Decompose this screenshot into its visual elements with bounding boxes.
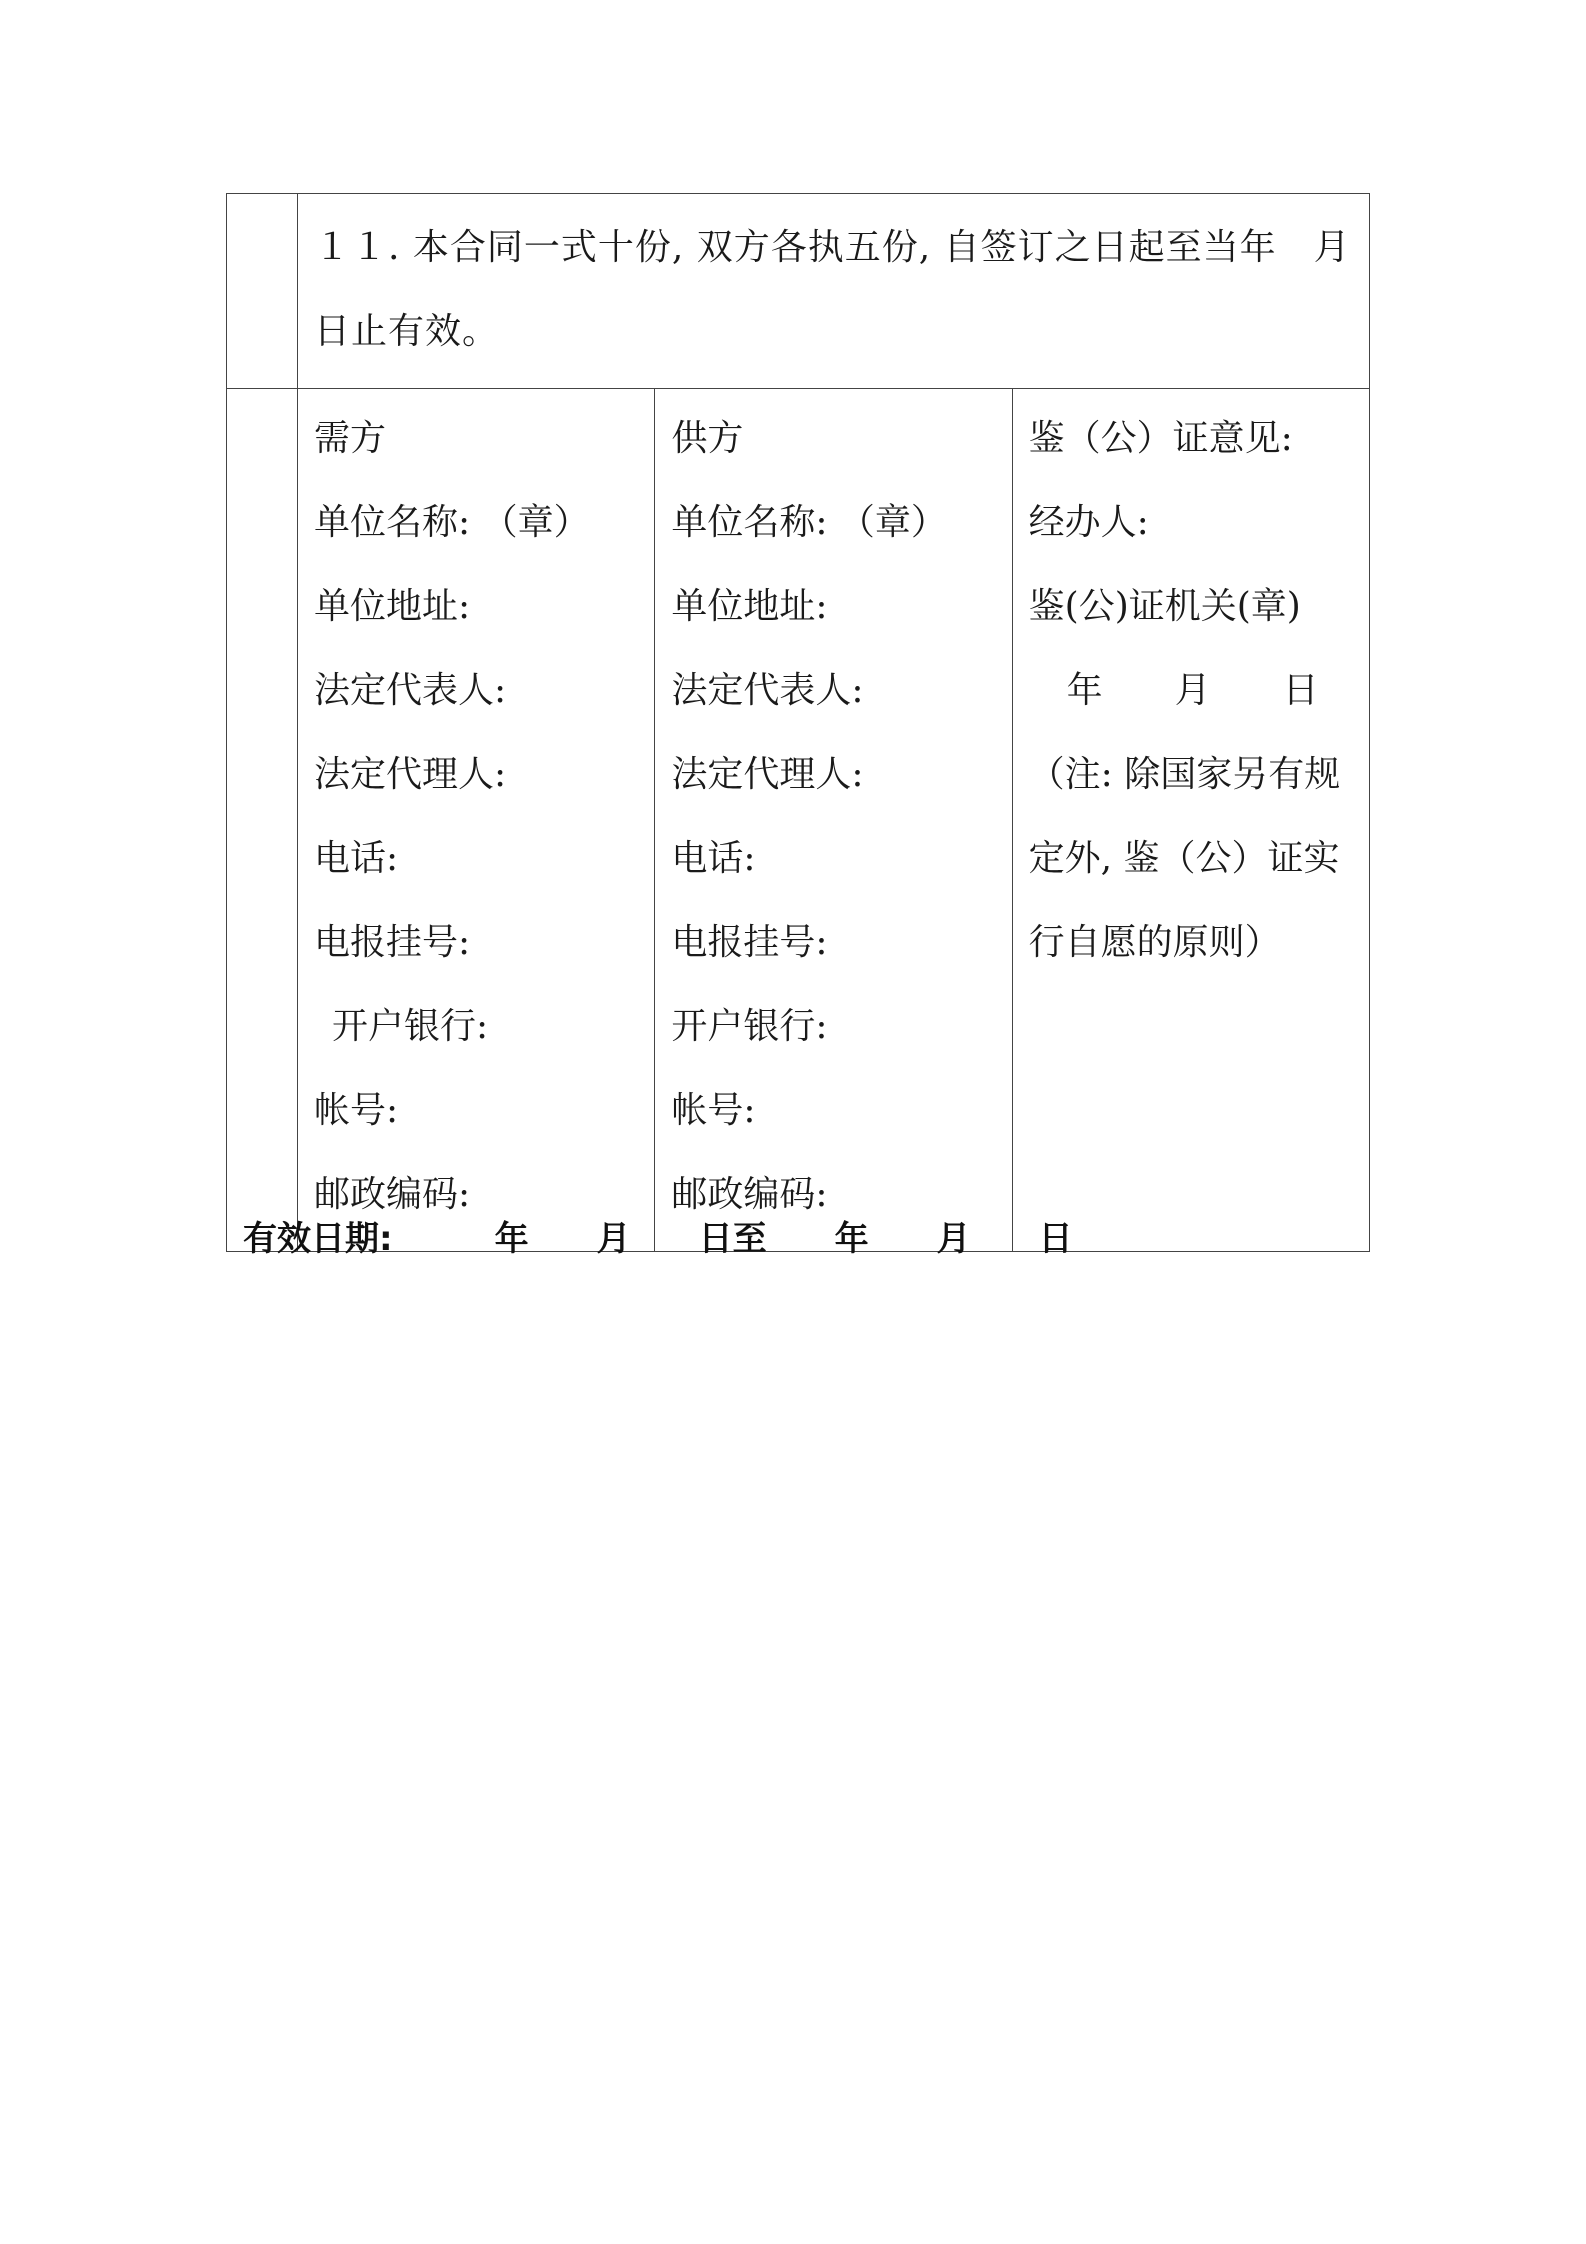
clause-text: １１. 本合同一式十份, 双方各执五份, 自签订之日起至当年 月日止有效。 — [314, 227, 1351, 352]
supply-bank-field: 开户银行: — [671, 1006, 828, 1047]
notary-cell — [1012, 389, 1369, 1252]
demand-unit-address-field: 单位地址: — [314, 586, 471, 627]
supply-account-field: 帐号: — [671, 1090, 756, 1131]
validity-date-line: 有效日期: 年 月 日至 年 月 日 — [243, 1219, 1073, 1259]
demand-phone-field: 电话: — [314, 838, 399, 879]
demand-party-cell — [298, 389, 655, 1252]
demand-postcode-field: 邮政编码: — [314, 1174, 471, 1215]
supply-postcode-field: 邮政编码: — [671, 1174, 828, 1215]
parties-row — [227, 389, 1370, 1252]
demand-account-field: 帐号: — [314, 1090, 399, 1131]
notary-note: （注: 除国家另有规定外, 鉴（公）证实行自愿的原则） — [1028, 754, 1341, 963]
demand-party-header: 需方 — [314, 418, 387, 459]
supply-telegraph-field: 电报挂号: — [671, 922, 828, 963]
supply-unit-address-field: 单位地址: — [671, 586, 828, 627]
supply-legal-agent-field: 法定代理人: — [671, 754, 864, 795]
supply-unit-name-field: 单位名称: （章） — [671, 502, 947, 543]
notary-authority-field: 鉴(公)证机关(章) — [1028, 586, 1301, 627]
parties-margin-cell — [227, 389, 298, 1252]
demand-unit-name-field: 单位名称: （章） — [314, 502, 590, 543]
supply-party-cell — [655, 389, 1012, 1252]
demand-legal-representative-field: 法定代表人: — [314, 670, 507, 711]
supply-party-header: 供方 — [671, 418, 744, 459]
supply-phone-field: 电话: — [671, 838, 756, 879]
notary-opinion-header: 鉴（公）证意见: — [1028, 418, 1293, 459]
demand-legal-agent-field: 法定代理人: — [314, 754, 507, 795]
notary-handler-field: 经办人: — [1028, 502, 1149, 543]
demand-telegraph-field: 电报挂号: — [314, 922, 471, 963]
clause-row — [227, 194, 1370, 389]
clause-cell — [298, 194, 1370, 389]
supply-legal-representative-field: 法定代表人: — [671, 670, 864, 711]
notary-date-field: 年 月 日 — [1066, 670, 1319, 711]
clause-margin-cell — [227, 194, 298, 389]
contract-table — [226, 193, 1370, 1252]
demand-bank-field: 开户银行: — [332, 1006, 489, 1047]
